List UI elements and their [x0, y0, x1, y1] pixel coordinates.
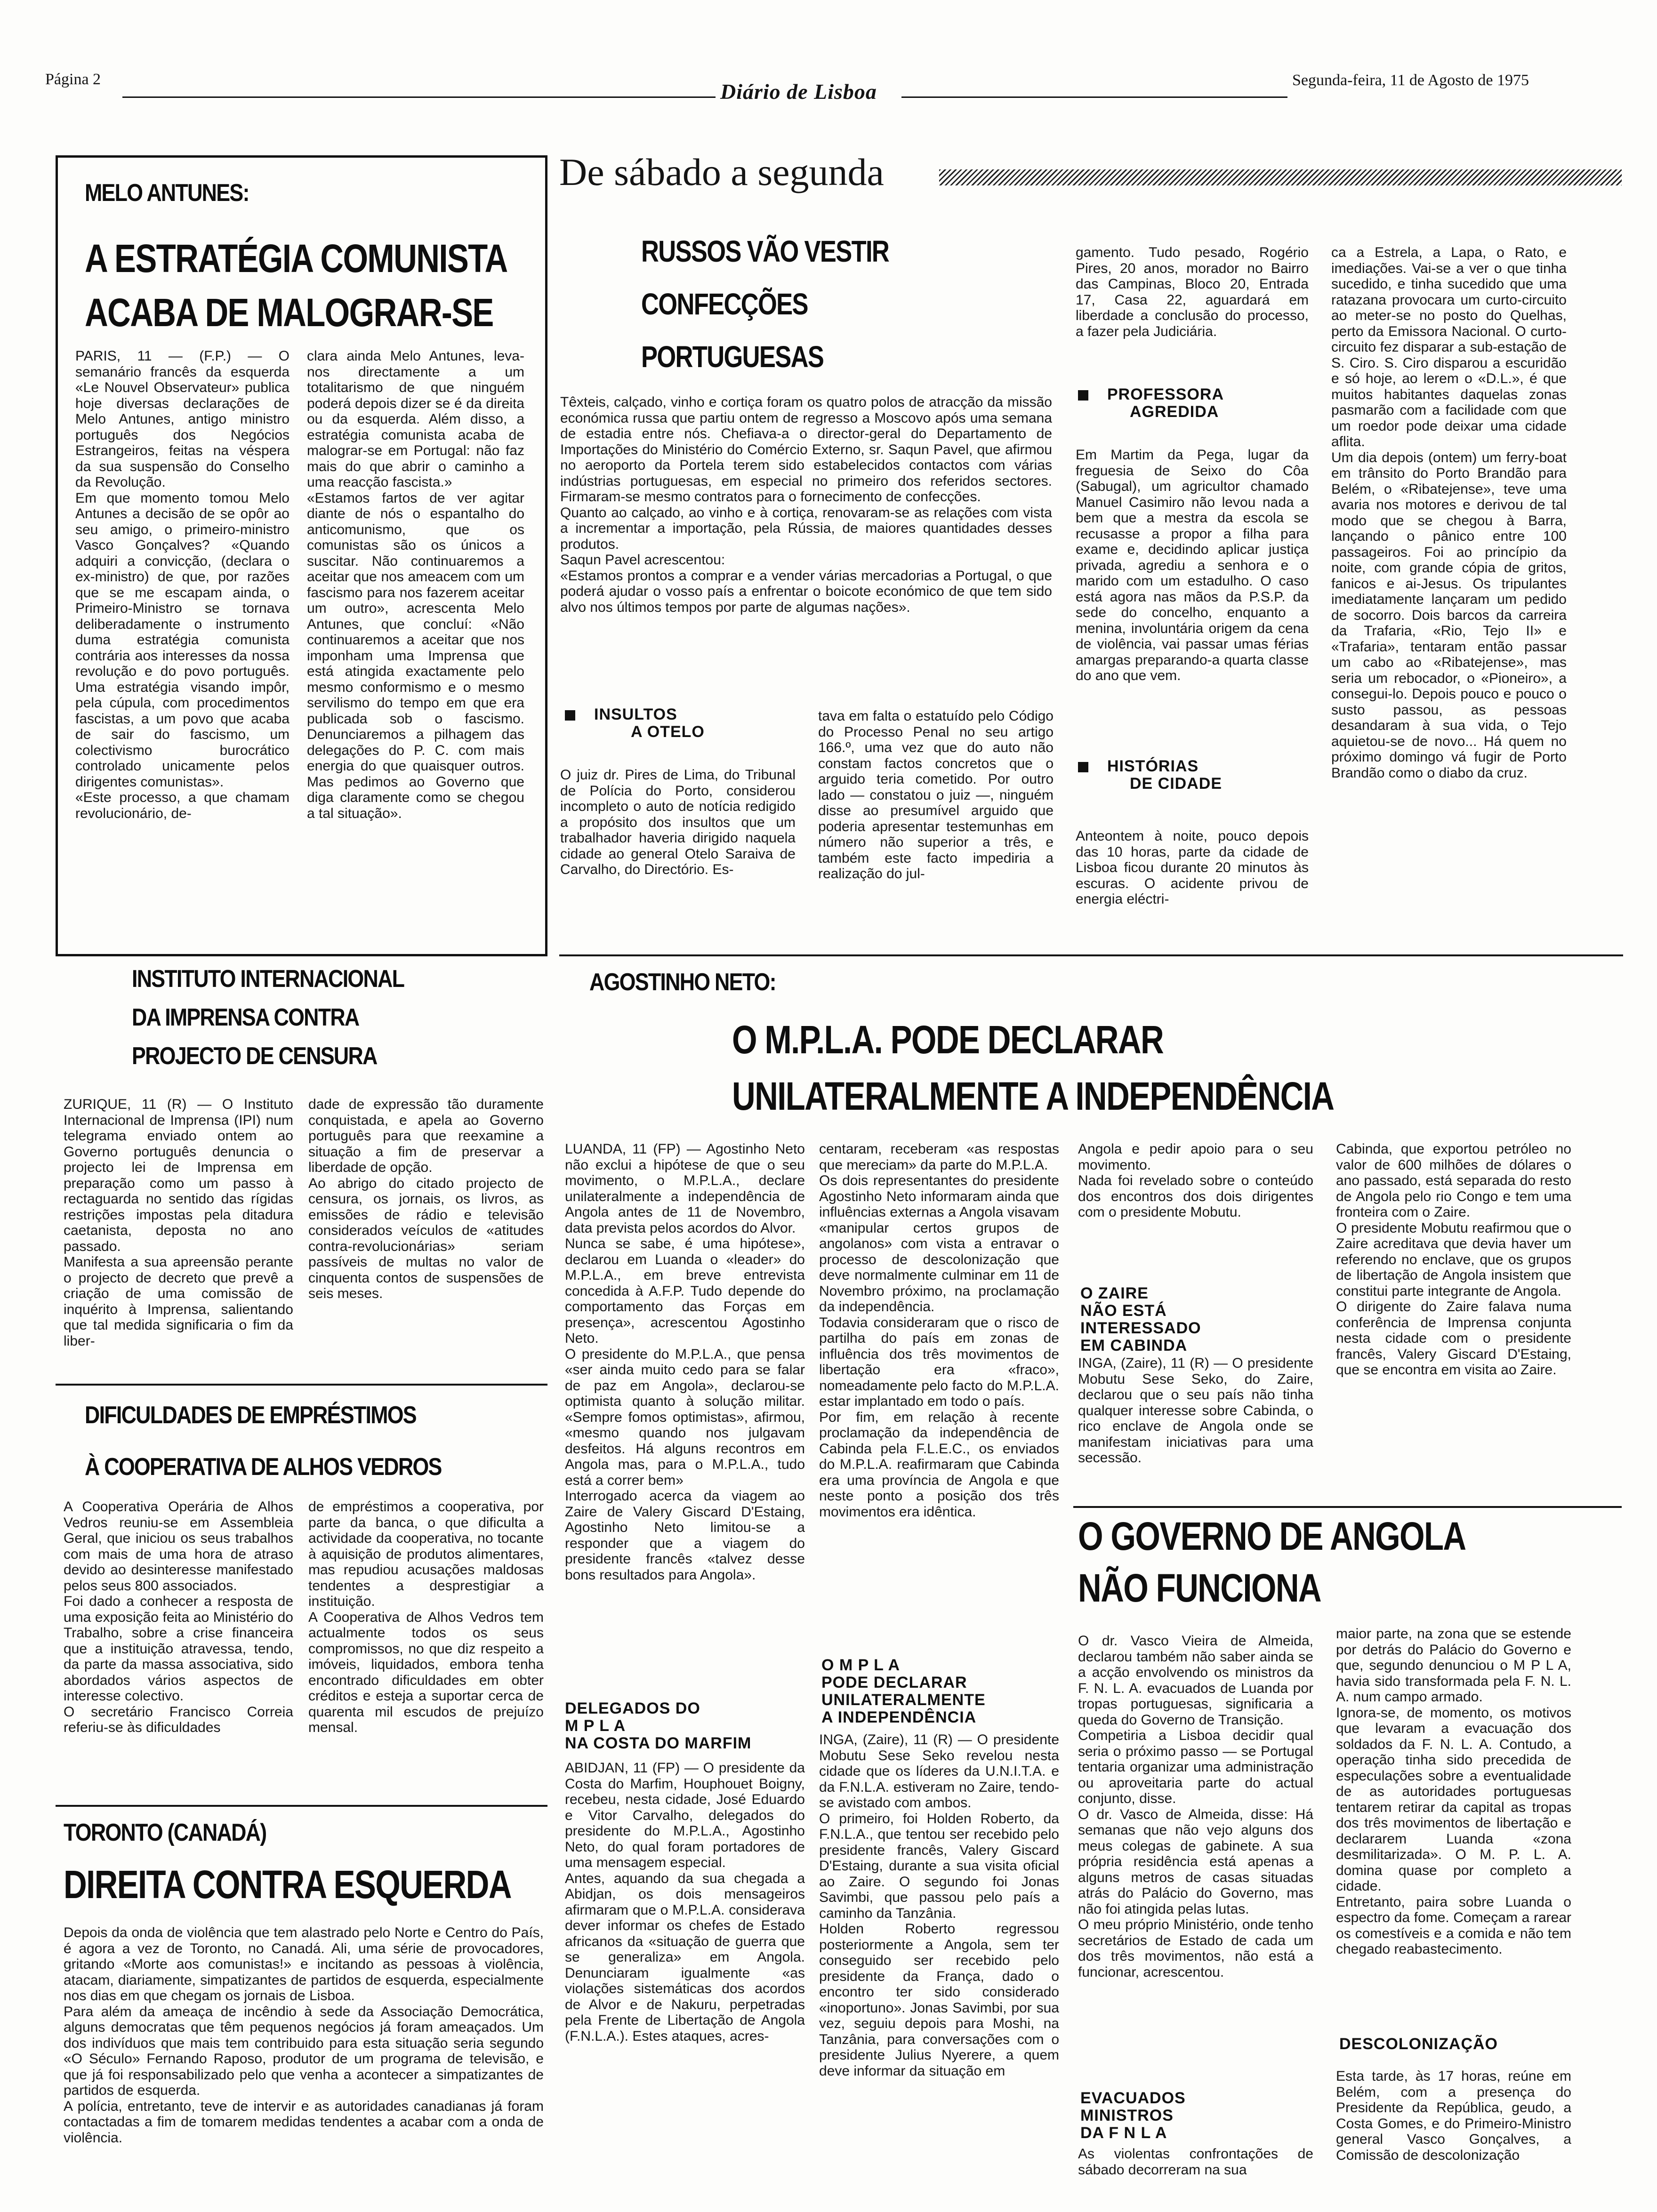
mpla-headline-2: UNILATERALMENTE A INDEPENDÊNCIA [732, 1074, 1334, 1118]
angola-column-2: maior parte, na zona que se estende por detrás do Palácio do Governo e que, segundo denunciou o M P L A, havia sido transformada pela F. N. L. A. num campo armado. Ignora-se, de momento, os motivos que levaram a evacuação dos soldados da F. N. L. A. Contudo, a operação tinha sido precedida de especulações sobre a eventualidade de as autoridades portuguesas tentarem retirar da capital as tropas dos três movimentos de libertação e declararem Luanda «zona desmilitarizada». O M. P. L. A. domina quase por completo a cidade. Entretanto, paira sobre Luanda o espectro da fome. Começam a rarear os comestíveis e a comida e não tem chegado reabastecimento. [1336, 1626, 1571, 1957]
mpla-column-2: centaram, receberam «as respostas que mereciam» da parte do M.P.L.A. Os dois representantes do presidente Agostinho Neto informaram ainda que influências externas a Angola visavam «manipular certos grupos de angolanos» com vista a entravar o processo de descolonização que deve normalmente culminar em 11 de Novembro próximo, na proclamação da independência. Todavia consideraram que o risco de partilha do país em zonas de influência dos três movimentos de libertação era «fraco», nomeadamente pelo facto do M.P.L.A. estar implantado em todo o país. Por fim, em relação à recente proclamação da independência de Cabinda pela F.L.E.C., os enviados do M.P.L.A. reafirmaram que Cabinda era uma província de Angola e que neste ponto a posição dos três movimentos era idêntica. [819, 1141, 1059, 1520]
toronto-text: Depois da onda de violência que tem alastrado pelo Norte e Centro do País, é agora a vez de Toronto, no Canadá. Ali, uma série de provocadores, gritando «Morte aos comunistas!» e incitando as pessoas à violência, atacam, diariamente, simpatizantes de partidos de esquerda, especialmente nos dias em que chegam os jornais de Lisboa. Para além da ameaça de incêndio à sede da Associação Democrática, alguns democratas que têm pequenos negócios já foram ameaçados. Um dos indivíduos que mais tem contribuido para esta situação seria segundo «O Século» Fernando Raposo, produtor de um programa de televisão, e que já foi responsabilizado pelo que venha a acontecer a simpatizantes de partidos de esquerda. A polícia, entretanto, teve de intervir e as autoridades canadianas já foram contactadas a fim de tomarem medidas tendentes a acabar com a onda de violência. [64, 1925, 544, 2146]
russos-headline-1: RUSSOS VÃO VESTIR [641, 234, 889, 268]
zaire-subhead [1080, 1285, 1311, 1354]
historias-text: Anteontem à noite, pouco depois das 10 horas, parte da cidade de Lisboa ficou durante 20 minutos às escuras. O acidente privou de energia eléctri- [1076, 828, 1309, 907]
delegados-sub-2: M P L A [565, 1717, 626, 1735]
angola-column-1: O dr. Vasco Vieira de Almeida, declarou também não saber ainda se a acção envolvendo os ministros da F. N. L. A. evacuados de Luanda por tropas portuguesas, significaria a queda do Governo de Transição. Competiria a Lisboa decidir qual seria o próximo passo — se Portugal tentaria organizar uma administração ou aproveitaria parte do actual conjunto, disse. O dr. Vasco de Almeida, disse: Há semanas que não vejo alguns dos meus colegas de gabinete. A sua própria residência está apenas a alguns metros de casas situadas atrás do Palácio do Governo, mas não foi atingida pelas lutas. O meu próprio Ministério, onde tenho secretários de Estado de cada um dos três movimentos, não está a funcionar, acrescentou. [1078, 1633, 1313, 1980]
top-divider [559, 954, 1623, 956]
mpla-column-2b: INGA, (Zaire), 11 (R) — O presidente Mobutu Sese Seko revelou nesta cidade que os líderes da U.N.I.T.A. e da F.N.L.A. estiveram no Zaire, tendo-se avistado com ambos. O primeiro, foi Holden Roberto, da F.N.L.A., que tentou ser recebido pelo presidente francês, Valery Giscard D'Estaing, durante a sua visita oficial ao Zaire. O segundo foi Jonas Savimbi, que passou pelo país a caminho da Tanzânia. Holden Roberto regressou posteriormente a Angola, sem ter conseguido ser recebido pelo presidente da França, dado o encontro ter sido considerado «inoportuno». Jonas Savimbi, por sua vez, seguiu depois para Moshi, na Tanzânia, para conversações com o presidente Julius Nyerere, a quem deve informar da situação em [819, 1732, 1059, 2079]
section-hatch [939, 169, 1622, 185]
russos-headline-2: CONFECÇÕES [641, 287, 808, 321]
left-divider-1 [56, 1384, 547, 1386]
russos-lead: Têxteis, calçado, vinho e cortiça foram os quatro polos de atracção da missão económica russa que partiu ontem de regresso a Moscovo após uma semana de estadia entre nós. Chefiava-a o director-geral do Departamento de Importações do Ministério do Comércio Externo, sr. Saqun Pavel, que afirmou no aeroporto da Portela terem sido estabelecidos contactos com várias indústrias portuguesas, em especial no primeiro dos referidos sectores. Firmaram-se mesmo contratos para o fornecimento de confecções. Quanto ao calçado, ao vinho e à cortiça, renovaram-se as relações com vista a incrementar a importação, pela Rússia, de maiores quantidades desses produtos. Saqun Pavel acrescentou: «Estamos prontos a comprar e a vender várias mercadorias a Portugal, o que poderá ajudar o vosso país a enfrentar o boicote económico de que tem sido alvo nos últimos tempos por parte de algumas nações». [560, 394, 1052, 615]
historias-sub-1: HISTÓRIAS [1107, 757, 1199, 775]
melo-kicker: MELO ANTUNES: [85, 179, 249, 207]
bullet-icon [1078, 762, 1088, 772]
page-number: Página 2 [45, 71, 101, 88]
historias-subhead [1078, 758, 1309, 793]
toronto-kicker: TORONTO (CANADÁ) [64, 1819, 266, 1846]
angola-headline-2: NÃO FUNCIONA [1078, 1566, 1321, 1610]
left-divider-2 [56, 1805, 547, 1807]
descolonizacao-subhead: DESCOLONIZAÇÃO [1339, 2035, 1498, 2053]
insultos-sub-1: INSULTOS [594, 705, 677, 723]
ompla-subhead [821, 1657, 1057, 1726]
insultos-column-2: tava em falta o estatuído pelo Código do Processo Penal no seu artigo 166.º, uma vez que do auto não constam factos concretos que o arguido teria cometido. Por outro lado — constatou o juiz —, ninguém disse ao presumível arguido que poderia apresentar testemunhas em número não superior a três, e também este facto impediria a realização do jul- [818, 708, 1054, 882]
issue-date: Segunda-feira, 11 de Agosto de 1975 [1292, 72, 1529, 89]
zaire-sub-1: O ZAIRE [1080, 1284, 1149, 1302]
emprestimos-column-2: de empréstimos a cooperativa, por parte da banca, o que dificulta a actividade da cooperativa, no tocante à aquisição de produtos alimentares, mas repudiou acusações maldosas tendentes a desprestigiar a instituição. A Cooperativa de Alhos Vedros tem actualmente todos os seus compromissos, no que diz respeito a imóveis, liquidados, embora tenha encontrado dificuldades em obter créditos e esteja a suportar cerca de quarenta mil escudos de prejuízo mensal. [308, 1499, 544, 1735]
insultos-subhead [565, 706, 791, 741]
professora-text: Em Martim da Pega, lugar da freguesia de Seixo do Côa (Sabugal), um agricultor chamado Manuel Casimiro não levou nada a bem que a mestra da escola se recusasse a propor a filha para exame e, decidindo aplicar justiça privada, agrediu a senhora e o marido com um estadulho. O caso está agora nas mãos da P.S.P. da sede do concelho, enquanto a menina, involuntária origem da cena de violência, vai passar umas férias amargas preparando-a quarta classe do ano que vem. [1076, 447, 1309, 683]
evacuados-subhead [1080, 2090, 1311, 2142]
bullet-icon [1078, 390, 1088, 401]
angola-column-1b: As violentas confrontações de sábado decorreram na sua [1078, 2146, 1313, 2178]
mpla-column-1b: ABIDJAN, 11 (FP) — O presidente da Costa do Marfim, Houphouet Boigny, recebeu, nesta cidade, José Eduardo e Vitor Carvalho, delegados do presidente do M.P.L.A., Agostinho Neto, do qual foram portadores de uma mensagem especial. Antes, aquando da sua chegada a Abidjan, os dois mensageiros afirmaram que o M.P.L.A. considerava dever informar os chefes de Estado africanos da «situação de guerra que se generaliza» em Angola. Denunciaram igualmente «as violações sistemáticas dos acordos de Alvor e de Nakuru, perpetradas pela Frente de Libertação de Angola (F.N.L.A.). Estes ataques, acres- [565, 1760, 805, 2044]
right-divider [1073, 1506, 1622, 1508]
insultos-sub-2: A OTELO [631, 723, 705, 741]
briefs-column-b: ca a Estrela, a Lapa, o Rato, e imediações. Vai-se a ver o que tinha sucedido, e tinha sucedido que uma ratazana provocara um curto-circuito ao meter-se no posto do Quelhas, perto da Emissora Nacional. O curto-circuito fez disparar a sub-estação de S. Ciro. S. Ciro disparou a escuridão e só hoje, ao lerem o «D.L.», é que muitos habitantes daquelas zonas pasmarão com a facilidade com que um roedor pode deixar uma cidade aflita. Um dia depois (ontem) um ferry-boat em trânsito do Porto Brandão para Belém, o «Ribatejense», teve uma avaria nos motores e derivou de tal modo que se chegou à Barra, lançando o pânico entre 100 passageiros. Foi ao princípio da noite, com grande cópia de gritos, fanicos e ai-Jesus. Os tripulantes imediatamente lançaram um pedido de socorro. Dois barcos da carreira da Trafaria, «Rio, Tejo II» e «Trafaria», tentaram então passar um cabo ao «Ribatejense», mas seria um rebocador, o «Pioneiro», a consegui-lo. Depois pouco e pouco o susto passou, as pessoas desandaram à sua vida, o Tejo aquietou-se de novo... Há quem no próximo domingo vá fugir de Porto Brandão como o diabo da cruz. [1331, 245, 1567, 781]
instituto-column-1: ZURIQUE, 11 (R) — O Instituto Internacional de Imprensa (IPI) num telegrama enviado ontem ao Governo português denuncia o projecto lei de Imprensa em preparação como um passo à rectaguarda no sentido das rígidas restrições impostas pela ditadura caetanista, deposta no ano passado. Manifesta a sua apreensão perante o projecto de decreto que prevê a criação de uma comissão de inquérito à Imprensa, salientando que tal medida significaria o fim da liber- [64, 1097, 293, 1349]
instituto-column-2: dade de expressão tão duramente conquistada, e apela ao Governo português para que reexamine a situação a fim de preservar a liberdade de opção. Ao abrigo do citado projecto de censura, os jornais, os livros, as emissões de rádio e televisão considerados veículos de «atitudes contra-revolucionárias» seriam passíveis de multas no valor de cinquenta contos de suspensões de seis meses. [308, 1097, 544, 1301]
mpla-column-3: Angola e pedir apoio para o seu movimento. Nada foi revelado sobre o conteúdo dos encontros dos dois dirigentes com o presidente Mobutu. [1078, 1141, 1313, 1220]
emprestimos-headline-2: À COOPERATIVA DE ALHOS VEDROS [85, 1453, 442, 1481]
masthead: Diário de Lisboa [720, 80, 877, 104]
ompla-sub-1: O M P L A [821, 1656, 901, 1674]
emprestimos-column-1: A Cooperativa Operária de Alhos Vedros reuniu-se em Assembleia Geral, que iniciou os seus trabalhos com mais de uma hora de atraso devido ao desinteresse manifestado pelos seus 800 associados. Foi dado a conhecer a resposta de uma exposição feita ao Ministério do Trabalho, sobre a crise financeira que a instituição atravessa, tendo, da parte da massa associativa, sido abordados vários aspectos de interesse colectivo. O secretário Francisco Correia referiu-se às dificuldades [64, 1499, 293, 1735]
delegados-sub-1: DELEGADOS DO [565, 1699, 700, 1717]
evacuados-sub-3: DA F N L A [1080, 2124, 1167, 2142]
insultos-column-1: O juiz dr. Pires de Lima, do Tribunal de Polícia do Porto, considerou incompleto o auto de notícia redigido a propósito dos insultos que um trabalhador haveria dirigido naquela cidade ao general Otelo Saraiva de Carvalho, do Directório. Es- [560, 767, 796, 877]
zaire-sub-3: INTERESSADO [1080, 1319, 1201, 1337]
melo-column-1: PARIS, 11 — (F.P.) — O semanário francês da esquerda «Le Nouvel Observateur» publica hoje diversas declarações de Melo Antunes, antigo ministro português dos Negócios Estrangeiros, feitas na véspera da sua suspensão do Conselho da Revolução. Em que momento tomou Melo Antunes a decisão de se opôr ao seu amigo, o primeiro-ministro Vasco Gonçalves? «Quando adquiri a convicção, (declara o ex-ministro) de que, por razões que se me escapam ainda, o Primeiro-Ministro se tornava deliberadamente o instrumento duma estratégia comunista contrária aos interesses da nossa revolução e do povo português. Uma estratégia visando impôr, pela cúpula, com procedimentos fascistas, a um povo que acaba de sair do fascismo, um colectivismo burocrático controlado unicamente pelos dirigentes comunistas». «Este processo, a que chamam revolucionário, de- [75, 348, 290, 821]
instituto-headline-3: PROJECTO DE CENSURA [132, 1042, 377, 1070]
delegados-subhead [565, 1700, 805, 1752]
melo-headline-1: A ESTRATÉGIA COMUNISTA [85, 236, 507, 281]
briefs-column-a-top: gamento. Tudo pesado, Rogério Pires, 20 anos, morador no Bairro das Campinas, Bloco 20, Entrada 17, Casa 22, aguardará em liberdade a conclusão do processo, a fazer pela Judiciária. [1076, 245, 1309, 339]
zaire-sub-4: EM CABINDA [1080, 1337, 1188, 1354]
section-title: De sábado a segunda [559, 151, 884, 193]
ompla-sub-3: UNILATERALMENTE [821, 1691, 986, 1709]
mpla-kicker: AGOSTINHO NETO: [589, 969, 776, 996]
mpla-column-3b: INGA, (Zaire), 11 (R) — O presidente Mobutu Sese Seko, do Zaire, declarou que o seu país não tinha qualquer interesse sobre Cabinda, o rico enclave de Angola onde se manifestam iniciativas para uma secessão. [1078, 1355, 1313, 1466]
zaire-sub-2: NÃO ESTÁ [1080, 1302, 1167, 1320]
mpla-column-4: Cabinda, que exportou petróleo no valor de 600 milhões de dólares o ano passado, está separada do resto de Angola pelo rio Congo e tem uma fronteira com o Zaire. O presidente Mobutu reafirmou que o Zaire acreditava que devia haver um referendo no enclave, que os grupos de libertação de Angola insistem que constitui parte integrante de Angola. O dirigente do Zaire falava numa conferência de Imprensa conjunta nesta cidade com o presidente francês, Valery Giscard D'Estaing, que se encontra em visita ao Zaire. [1336, 1141, 1571, 1378]
evacuados-sub-2: MINISTROS [1080, 2107, 1174, 2124]
bullet-icon [565, 710, 575, 721]
ompla-sub-2: PODE DECLARAR [821, 1674, 967, 1691]
angola-headline-1: O GOVERNO DE ANGOLA [1078, 1514, 1466, 1558]
emprestimos-headline-1: DIFICULDADES DE EMPRÉSTIMOS [85, 1402, 416, 1429]
angola-column-2b: Esta tarde, às 17 horas, reúne em Belém, com a presença do Presidente da República, geudo, a Costa Gomes, e do Primeiro-Ministro general Vasco Gonçalves, a Comissão de descolonização [1336, 2068, 1571, 2163]
instituto-headline-1: INSTITUTO INTERNACIONAL [132, 965, 404, 993]
toronto-headline: DIREITA CONTRA ESQUERDA [64, 1862, 511, 1907]
russos-headline-3: PORTUGUESAS [641, 340, 824, 374]
professora-sub-2: AGREDIDA [1130, 403, 1219, 421]
historias-sub-2: DE CIDADE [1130, 775, 1223, 793]
evacuados-sub-1: EVACUADOS [1080, 2089, 1186, 2107]
ompla-sub-4: A INDEPENDÊNCIA [821, 1708, 977, 1726]
mpla-column-1: LUANDA, 11 (FP) — Agostinho Neto não exclui a hipótese de que o seu movimento, o M.P.L.A., declare unilateralmente a independência de Angola antes de 11 de Novembro, data prevista pelos acordos do Alvor. Nunca se sabe, é uma hipótese», declarou em Luanda o «leader» do M.P.L.A., em breve entrevista concedida à A.F.P. Tudo depende do comportamento das Forças em presença», acrescentou Agostinho Neto. O presidente do M.P.L.A., que pensa «ser ainda muito cedo para se falar de paz em Angola», declarou-se optimista quanto à solução militar. «Sempre fomos optimistas», afirmou, «mesmo quando nos julgavam desfeitos. Há alguns recontros em Angola mas, para o M.P.L.A., tudo está a correr bem» Interrogado acerca da viagem ao Zaire de Valery Giscard D'Estaing, Agostinho Neto limitou-se a responder que a viagem do presidente francês «talvez desse bons resultados para Angola». [565, 1141, 805, 1583]
header-rule-left [122, 96, 716, 98]
melo-headline-2: ACABA DE MALOGRAR-SE [85, 290, 493, 335]
professora-sub-1: PROFESSORA [1107, 385, 1224, 403]
melo-column-2: clara ainda Melo Antunes, leva-nos directamente a um totalitarismo de que ninguém poderá depois dizer se é da direita ou da esquerda. Além disso, a estratégia comunista acaba de malograr-se em Portugal: não faz mais do que abrir o caminho a uma reacção fascista.» «Estamos fartos de ver agitar diante de nós o espantalho do anticomunismo, que os comunistas são os únicos a suscitar. Não continuaremos a aceitar que nos ameacem com um fascismo para nos fazerem aceitar um outro», acrescenta Melo Antunes, que concluí: «Não continuaremos a aceitar que nos imponham uma Imprensa que está atingida exactamente pelo mesmo conformismo e o mesmo servilismo do tempo em que era publicada sob o fascismo. Denunciaremos a pilhagem das delegações do P. C. com mais energia do que quaisquer outros. Mas pedimos ao Governo que diga claramente como se chegou a tal situação». [307, 348, 524, 821]
header-rule-right [901, 96, 1287, 98]
professora-subhead [1078, 386, 1309, 421]
mpla-headline-1: O M.P.L.A. PODE DECLARAR [732, 1018, 1164, 1062]
instituto-headline-2: DA IMPRENSA CONTRA [132, 1004, 359, 1031]
delegados-sub-3: NA COSTA DO MARFIM [565, 1734, 752, 1752]
